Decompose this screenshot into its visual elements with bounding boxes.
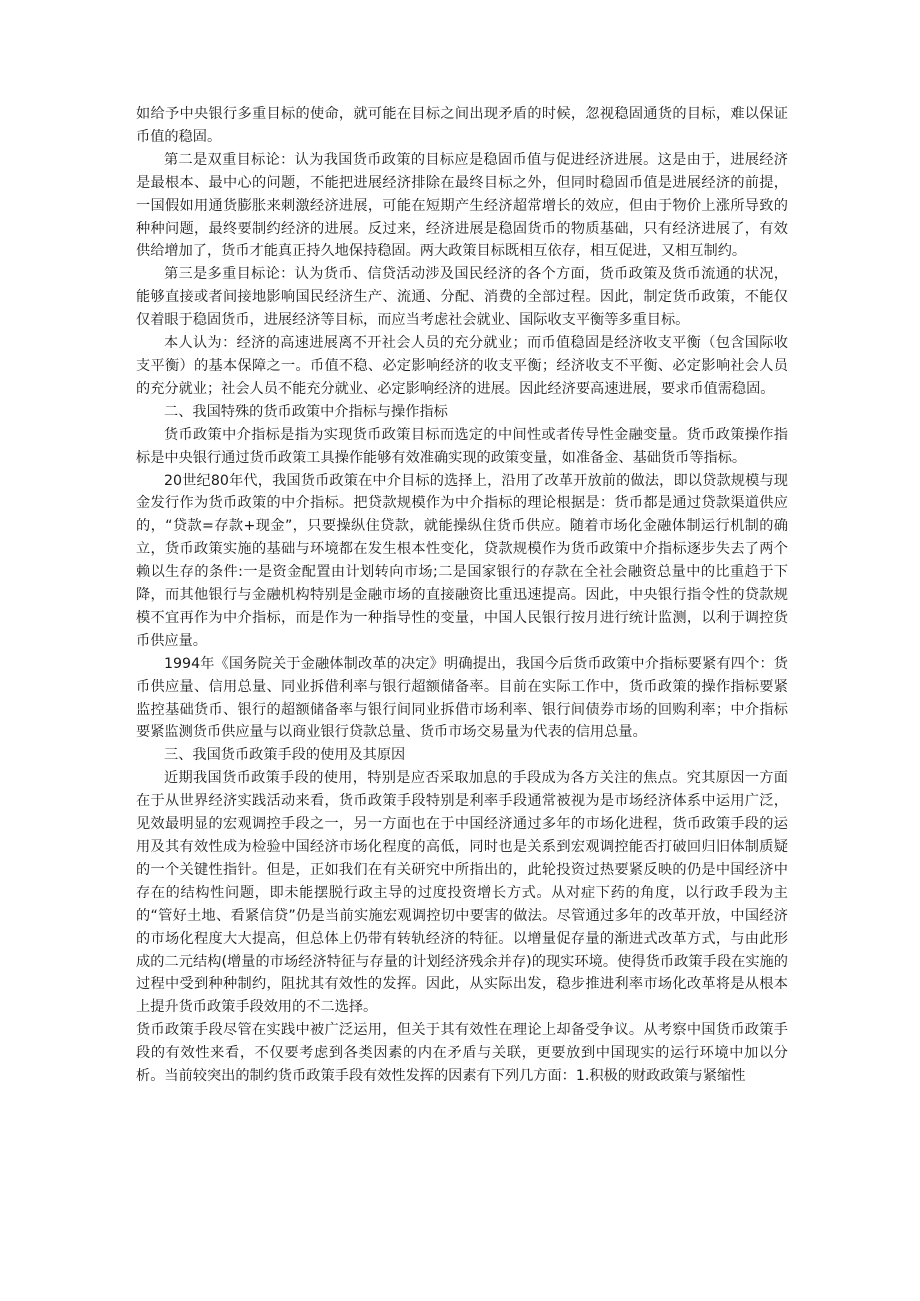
paragraph-1: 如给予中央银行多重目标的使命，就可能在目标之间出现矛盾的时候，忽视稳固通货的目标，难以保证币值的稳固。 <box>136 106 788 145</box>
paragraph-2: 第二是双重目标论：认为我国货币政策的目标应是稳固币值与促进经济进展。这是由于，进展经济是最根本、最中心的问题，不能把进展经济排除在最终目标之外，但同时稳固币值是进展经济的前提，一国假如用通货膨胀来刺激经济进展，可能在短期产生经济超常增长的效应，但由于物价上涨所导致的种种问题，最终要制约经济的进展。反过来，经济进展是稳固货币的物质基础，只有经济进展了，有效供给增加了，货币才能真正持久地保持稳固。两大政策目标既相互依存，相互促进，又相互制约。 <box>136 151 788 260</box>
paragraph-9: 货币政策手段尽管在实践中被广泛运用，但关于其有效性在理论上却备受争议。从考察中国货币政策手段的有效性来看，不仅要考虑到各类因素的内在矛盾与关联，更要放到中国现实的运行环境中加以分析。当前较突出的制约货币政策手段有效性发挥的因素有下列几方面：1.积极的财政政策与紧缩性 <box>136 1022 788 1085</box>
paragraph-5: 货币政策中介指标是指为实现货币政策目标而选定的中间性或者传导性金融变量。货币政策操作指标是中央银行通过货币政策工具操作能够有效准确实现的政策变量，如准备金、基础货币等指标。 <box>136 426 788 466</box>
paragraph-4: 本人认为：经济的高速进展离不开社会人员的充分就业；而币值稳固是经济收支平衡（包含国际收支平衡）的基本保障之一。币值不稳、必定影响经济的收支平衡；经济收支不平衡、必定影响社会人员的充分就业；社会人员不能充分就业、必定影响经济的进展。因此经济要高速进展，要求币值需稳固。 <box>136 335 788 397</box>
section-heading-3: 三、我国货币政策手段的使用及其原因 <box>164 747 406 764</box>
document-body <box>136 103 788 1088</box>
section-heading-2: 二、我国特殊的货币政策中介指标与操作指标 <box>164 403 448 420</box>
paragraph-8: 近期我国货币政策手段的使用，特别是应否采取加息的手段成为各方关注的焦点。究其原因一方面在于从世界经济实践活动来看，货币政策手段特别是利率手段通常被视为是市场经济体系中运用广泛，见效最明显的宏观调控手段之一，另一方面也在于中国经济通过多年的市场化进程，货币政策手段的运用及其有效性成为检验中国经济市场化程度的高低，同时也是关系到宏观调控能否打破回归旧体制质疑的一个关键性指针。但是，正如我们在有关研究中所指出的，此轮投资过热要紧反映的仍是中国经济中存在的结构性问题，即未能摆脱行政主导的过度投资增长方式。从对症下药的角度，以行政手段为主的“管好土地、看紧信贷”仍是当前实施宏观调控切中要害的做法。尽管通过多年的改革开放，中国经济的市场化程度大大提高，但总体上仍带有转轨经济的特征。以增量促存量的渐进式改革方式，与由此形成的二元结构(增量的市场经济特征与存量的计划经济残余并存)的现实环境。使得货币政策手段在实施的过程中受到种种制约，阻扰其有效性的发挥。因此，从实际出发，稳步推进利率市场化改革将是从根本上提升货币政策手段效用的不二选择。 <box>136 770 788 1016</box>
paragraph-3: 第三是多重目标论：认为货币、信贷活动涉及国民经济的各个方面，货币政策及货币流通的状况，能够直接或者间接地影响国民经济生产、流通、分配、消费的全部过程。因此，制定货币政策，不能仅仅着眼于稳固货币，进展经济等目标，而应当考虑社会就业、国际收支平衡等多重目标。 <box>136 266 788 329</box>
paragraph-7: 1994年《国务院关于金融体制改革的决定》明确提出，我国今后货币政策中介指标要紧有四个：货币供应量、信用总量、同业拆借利率与银行超额储备率。目前在实际工作中，货币政策的操作指标要紧监控基础货币、银行的超额储备率与银行间同业拆借市场利率、银行间债券市场的回购利率；中介指标要紧监测货币供应量与以商业银行贷款总量、货币市场交易量为代表的信用总量。 <box>136 655 788 741</box>
paragraph-6: 20世纪80年代，我国货币政策在中介目标的选择上，沿用了改革开放前的做法，即以贷款规模与现金发行作为货币政策的中介指标。把贷款规模作为中介指标的理论根据是：货币都是通过贷款渠道供应的，“贷款=存款+现金”，只要操纵住贷款，就能操纵住货币供应。随着市场化金融体制运行机制的确立，货币政策实施的基础与环境都在发生根本性变化，贷款规模作为货币政策中介指标逐步失去了两个赖以生存的条件:一是资金配置由计划转向市场;二是国家银行的存款在全社会融资总量中的比重趋于下降，而其他银行与金融机构特别是金融市场的直接融资比重迅速提高。因此，中央银行指令性的贷款规模不宜再作为中介指标，而是作为一种指导性的变量，中国人民银行按月进行统计监测，以利于调控货币供应量。 <box>136 472 788 649</box>
